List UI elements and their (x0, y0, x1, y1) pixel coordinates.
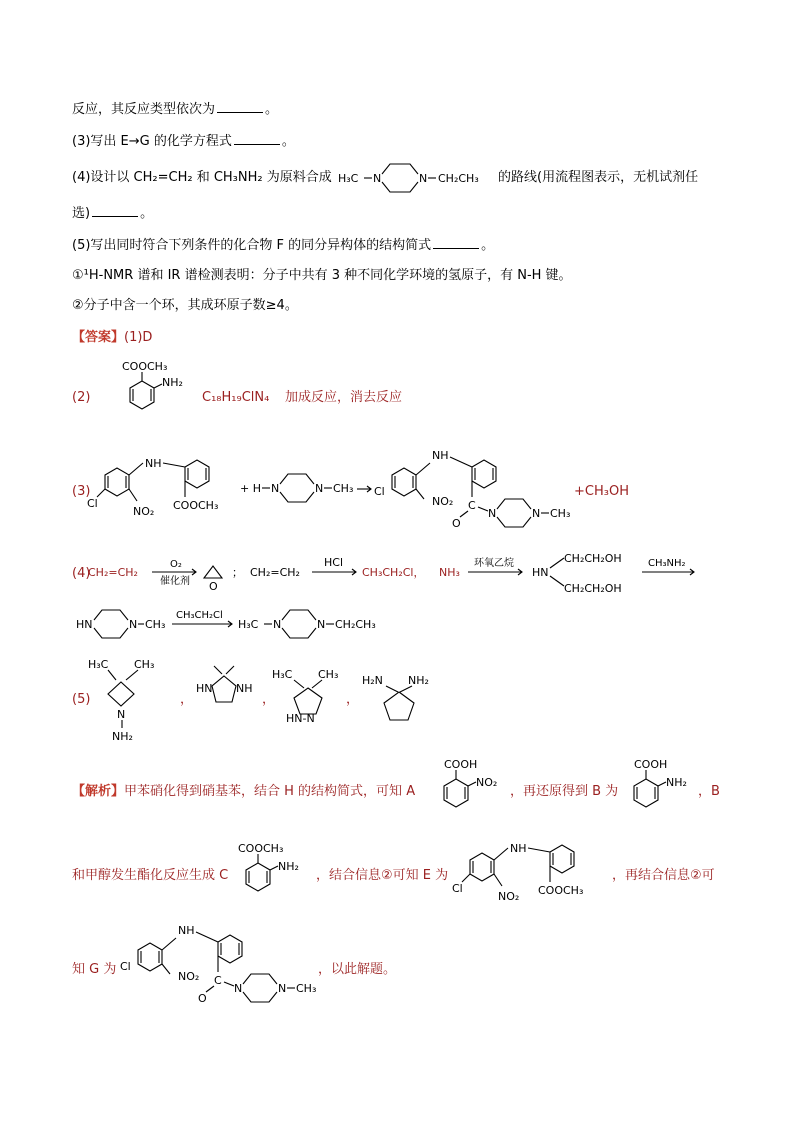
reaction-types: 加成反应，消去反应 (285, 390, 403, 405)
analysis-line-1c (698, 782, 720, 802)
comma (346, 690, 359, 710)
separator: ， (262, 692, 276, 707)
methanol: +CH₃OH (574, 484, 629, 499)
answer-2-types (285, 388, 402, 408)
answer-blank[interactable] (217, 100, 263, 113)
q2-tail-text: 反应，其反应类型依次为 (72, 102, 216, 117)
analysis-s1: 甲苯硝化得到硝基苯，结合 H 的结构简式，可知 A (124, 784, 416, 799)
condition-1 (72, 266, 572, 286)
answer-2-formula (202, 388, 269, 408)
answer-1: (1)D (124, 330, 153, 345)
nh-group: NH (178, 924, 195, 937)
analysis-s1b: ，再还原得到 B 为 (510, 784, 619, 799)
h3c-group: H₃C (272, 668, 293, 681)
q4-target-ethyl: CH₂CH₃ (438, 172, 479, 185)
ch3-group: CH₃ (134, 658, 155, 671)
separator: ， (180, 692, 194, 707)
period: 。 (265, 102, 279, 117)
atom-n: N (317, 618, 326, 631)
chloroethane: CH₃CH₂Cl， (362, 566, 425, 579)
analysis-line-3b (318, 960, 396, 980)
label: (2) (72, 390, 91, 405)
nh-group: NH (432, 449, 449, 462)
nh2-group: NH₂ (666, 776, 687, 789)
no2-group: NO₂ (498, 890, 520, 903)
nh-group: NH (236, 682, 253, 695)
ch3-group: CH₃ (145, 618, 166, 631)
atom-n: N (271, 482, 280, 495)
hn-group: HN (532, 566, 549, 579)
atom-n: N (129, 618, 138, 631)
epoxide-ring (204, 566, 222, 578)
atom-n: N (532, 507, 541, 520)
carbonyl-c: C (214, 974, 222, 987)
cl-atom: Cl (374, 485, 385, 498)
hn-group: HN (196, 682, 213, 695)
compound-b-structure (620, 756, 700, 824)
atom-n: N (117, 708, 126, 721)
reagent-o2: O₂ (170, 559, 182, 570)
isomer-4-structure (362, 672, 442, 730)
h2n-group: H₂N (362, 674, 383, 687)
atom-n: N (315, 482, 324, 495)
hn-n-group: HN-N (286, 712, 315, 725)
answer-2-label (72, 388, 90, 408)
cl-atom: Cl (87, 497, 98, 510)
carbonyl-o: O (452, 517, 461, 530)
hydroxyethyl-2: CH₂CH₂OH (564, 582, 622, 595)
period: 。 (281, 134, 295, 149)
carbonyl-o: O (198, 992, 207, 1005)
formula: C₁₈H₁₉ClN₄ (202, 390, 270, 405)
h3c-group: H₃C (88, 658, 109, 671)
q5-text: (5)写出同时符合下列条件的化合物 F 的同分异构体的结构简式 (72, 238, 432, 253)
period: 。 (140, 206, 154, 221)
carbonyl-c: C (468, 499, 476, 512)
analysis-s3b: ，以此解题。 (318, 962, 397, 977)
separator: ， (346, 692, 360, 707)
hydroxyethyl-1: CH₂CH₂OH (564, 552, 622, 565)
compound-g-analysis-structure (118, 920, 333, 1010)
ethene-2: CH₂=CH₂ (250, 566, 300, 579)
analysis-line-1b (510, 782, 618, 802)
hn-group: HN (76, 618, 93, 631)
condition-2 (72, 296, 298, 316)
cooch3-group: COOCH₃ (173, 499, 219, 512)
route-line-1 (86, 552, 786, 600)
no2-group: NO₂ (476, 776, 498, 789)
answer-3-byproduct (574, 482, 629, 502)
compound-a-structure (430, 756, 510, 824)
epoxide-o: O (209, 580, 218, 593)
ethyl-group: CH₂CH₃ (335, 618, 376, 631)
atom-n: N (373, 172, 382, 185)
reagent-methylamine: CH₃NH₂ (648, 558, 686, 569)
answer-blank[interactable] (433, 236, 479, 249)
nh-group: NH (510, 842, 527, 855)
ch3-group: CH₃ (333, 482, 354, 495)
q4-suffix (498, 168, 698, 188)
nh2-group: NH₂ (162, 376, 183, 389)
label: (3) (72, 484, 91, 499)
route-line-2 (72, 606, 412, 646)
q3 (72, 132, 295, 152)
reagent-catalyst: 催化剂 (160, 576, 190, 587)
q3-text: (3)写出 E→G 的化学方程式 (72, 134, 232, 149)
ethene-1: CH₂=CH₂ (88, 566, 138, 579)
nh2-group: NH₂ (408, 674, 429, 687)
no2-group: NO₂ (133, 505, 155, 518)
reagent-chloroethane: CH₃CH₂Cl (176, 610, 223, 621)
cooh-group: COOH (634, 758, 668, 771)
isomer-1-structure (86, 654, 176, 746)
cooch3-group: COOCH₃ (122, 360, 168, 373)
compound-e-analysis-structure (450, 830, 610, 910)
cooch3-group: COOCH₃ (538, 884, 584, 897)
answer-header (72, 328, 152, 348)
compound-c-structure (232, 840, 318, 908)
compound-g-structure (372, 445, 587, 535)
q4-prefix: (4)设计以 CH₂=CH₂ 和 CH₃NH₂ 为原料合成 (72, 170, 332, 185)
answer-tag: 【答案】 (72, 330, 125, 345)
semicolon: ； (232, 566, 243, 579)
atom-n: N (488, 507, 497, 520)
nh-group: NH (145, 457, 162, 470)
q5 (72, 236, 494, 256)
analysis-s1c: ，B (698, 784, 720, 799)
reagent-epoxide: 环氧乙烷 (474, 558, 514, 569)
q4-target-h3c: H₃C (338, 172, 359, 185)
analysis-line-2c (612, 866, 715, 886)
methyl-anthranilate-structure (110, 358, 200, 430)
compound-e-structure (85, 445, 245, 525)
ch3-group: CH₃ (318, 668, 339, 681)
analysis-s2: 和甲醇发生酯化反应生成 C (72, 868, 229, 883)
ch3-group: CH₃ (550, 507, 571, 520)
atom-n: N (419, 172, 428, 185)
isomer-3-structure (272, 664, 352, 728)
answer-blank[interactable] (92, 204, 138, 217)
q4-suffix-text: 的路线(用流程图表示，无机试剂任 (498, 170, 699, 185)
analysis-s2b: ，结合信息②可知 E 为 (316, 868, 449, 883)
condition-1-text: ①¹H-NMR 谱和 IR 谱检测表明：分子中共有 3 种不同化学环境的氢原子，有 N-H 键。 (72, 268, 572, 283)
isomer-2-structure (196, 664, 256, 722)
analysis-line-2b (316, 866, 448, 886)
label: (5) (72, 692, 91, 707)
cooh-group: COOH (444, 758, 478, 771)
analysis-s2c: ，再结合信息②可 (612, 868, 715, 883)
analysis-line-2 (72, 866, 228, 886)
cooch3-group: COOCH₃ (238, 842, 284, 855)
methylpiperazine-structure (240, 470, 370, 514)
h3c-group: H₃C (238, 618, 259, 631)
analysis-s3: 知 G 为 (72, 962, 117, 977)
comma (180, 690, 193, 710)
cl-atom: Cl (120, 960, 131, 973)
atom-n: N (278, 982, 287, 995)
atom-n: N (234, 982, 243, 995)
period: 。 (481, 238, 495, 253)
nh2-group: NH₂ (112, 730, 133, 743)
ammonia: NH₃ (439, 566, 460, 579)
no2-group: NO₂ (178, 970, 200, 983)
analysis-line-3 (72, 960, 116, 980)
answer-blank[interactable] (234, 132, 280, 145)
q4-tail (72, 204, 153, 224)
reagent-hcl: HCl (324, 556, 344, 569)
atom-n: N (273, 618, 282, 631)
reaction-arrow (357, 484, 373, 494)
no2-group: NO₂ (432, 495, 454, 508)
nh2-group: NH₂ (278, 860, 299, 873)
cl-atom: Cl (452, 882, 463, 895)
plus-h: + H (240, 482, 261, 495)
q4-tail-text: 选) (72, 206, 91, 221)
q2-tail (72, 100, 278, 120)
q4 (72, 168, 332, 188)
condition-2-text: ②分子中含一个环，其成环原子数≥4。 (72, 298, 298, 313)
ch3-group: CH₃ (296, 982, 317, 995)
label: (4) (72, 566, 91, 581)
q4-target-structure (338, 160, 498, 198)
analysis-tag: 【解析】 (72, 784, 125, 799)
analysis-line-1 (72, 782, 415, 802)
